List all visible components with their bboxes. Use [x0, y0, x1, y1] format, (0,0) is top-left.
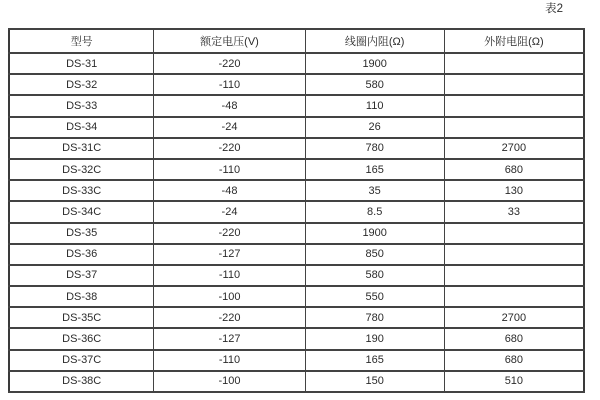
table-cell: DS-35C — [9, 307, 154, 328]
spec-table — [8, 28, 585, 393]
table-cell: DS-32 — [9, 74, 154, 95]
table-row — [9, 265, 584, 286]
table-cell: 680 — [444, 350, 584, 371]
table-cell: 850 — [305, 244, 444, 265]
table-row — [9, 350, 584, 371]
table-cell: 130 — [444, 180, 584, 201]
table-cell: DS-38C — [9, 371, 154, 392]
table-cell: DS-33C — [9, 180, 154, 201]
table-cell: 35 — [305, 180, 444, 201]
table-cell: -127 — [154, 244, 305, 265]
table-row — [9, 138, 584, 159]
column-header: 线圈内阻(Ω) — [305, 29, 444, 53]
table-cell: -24 — [154, 201, 305, 222]
table-cell: 8.5 — [305, 201, 444, 222]
table-row — [9, 244, 584, 265]
table-cell: 580 — [305, 74, 444, 95]
table-cell: -48 — [154, 180, 305, 201]
table-cell — [444, 265, 584, 286]
table-cell: -220 — [154, 138, 305, 159]
table-cell: DS-31 — [9, 53, 154, 74]
table-cell: DS-34C — [9, 201, 154, 222]
table-cell: -127 — [154, 328, 305, 349]
table-cell: DS-34 — [9, 117, 154, 138]
table-header-row — [9, 29, 584, 53]
table-cell: 780 — [305, 307, 444, 328]
table-row — [9, 223, 584, 244]
table-row — [9, 286, 584, 307]
table-cell — [444, 286, 584, 307]
table-row — [9, 74, 584, 95]
table-cell — [444, 117, 584, 138]
table-row — [9, 180, 584, 201]
column-header: 外附电阻(Ω) — [444, 29, 584, 53]
column-header: 额定电压(V) — [154, 29, 305, 53]
table-cell — [444, 244, 584, 265]
table-cell: DS-35 — [9, 223, 154, 244]
table-cell: 26 — [305, 117, 444, 138]
table-cell: -100 — [154, 371, 305, 392]
table-cell: -110 — [154, 159, 305, 180]
table-cell: -48 — [154, 95, 305, 116]
table-row — [9, 159, 584, 180]
table-cell — [444, 74, 584, 95]
table-row — [9, 201, 584, 222]
table-cell: DS-36 — [9, 244, 154, 265]
table-row — [9, 95, 584, 116]
table-cell: 190 — [305, 328, 444, 349]
table-cell — [444, 95, 584, 116]
table-cell: 165 — [305, 159, 444, 180]
table-cell: DS-31C — [9, 138, 154, 159]
table-cell: -110 — [154, 350, 305, 371]
table-cell — [444, 223, 584, 244]
column-header: 型号 — [9, 29, 154, 53]
table-cell: 510 — [444, 371, 584, 392]
table-cell: DS-37C — [9, 350, 154, 371]
table-cell: 780 — [305, 138, 444, 159]
table-cell: DS-32C — [9, 159, 154, 180]
table-cell: 150 — [305, 371, 444, 392]
table-cell: 1900 — [305, 53, 444, 74]
table-cell: -110 — [154, 265, 305, 286]
table-cell: -220 — [154, 53, 305, 74]
table-cell: -220 — [154, 223, 305, 244]
table-cell: 2700 — [444, 138, 584, 159]
table-cell: 580 — [305, 265, 444, 286]
table-cell: DS-38 — [9, 286, 154, 307]
table-cell: 2700 — [444, 307, 584, 328]
table-row — [9, 328, 584, 349]
table-row — [9, 371, 584, 392]
table-cell: DS-37 — [9, 265, 154, 286]
table-cell: 550 — [305, 286, 444, 307]
table-cell: 110 — [305, 95, 444, 116]
table-cell: DS-36C — [9, 328, 154, 349]
table-cell: 1900 — [305, 223, 444, 244]
table-cell: 680 — [444, 159, 584, 180]
table-cell: -220 — [154, 307, 305, 328]
table-cell: -24 — [154, 117, 305, 138]
table-row — [9, 117, 584, 138]
table-cell: 680 — [444, 328, 584, 349]
table-cell: 165 — [305, 350, 444, 371]
table-cell: -100 — [154, 286, 305, 307]
table-row — [9, 53, 584, 74]
table-cell: -110 — [154, 74, 305, 95]
table-cell: DS-33 — [9, 95, 154, 116]
table-caption: 表2 — [545, 3, 563, 15]
table-cell: 33 — [444, 201, 584, 222]
table-row — [9, 307, 584, 328]
table-cell — [444, 53, 584, 74]
